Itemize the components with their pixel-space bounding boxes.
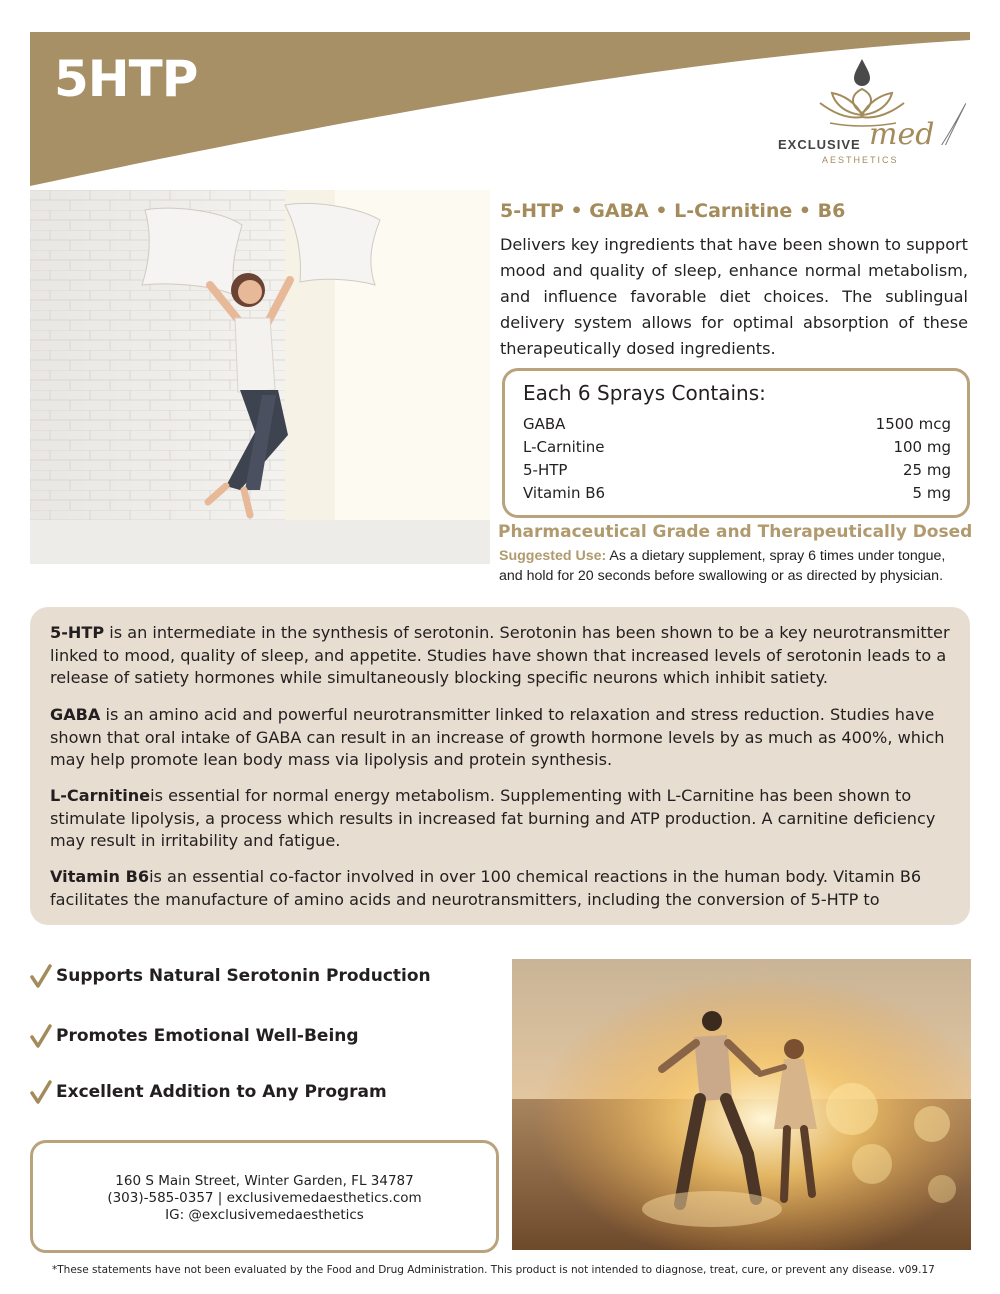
ingredients-headline: 5-HTP • GABA • L-Carnitine • B6 xyxy=(500,200,846,222)
info-paragraph xyxy=(50,622,955,690)
benefit-item xyxy=(30,964,431,988)
grade-line: Pharmaceutical Grade and Therapeutically Dosed xyxy=(498,522,973,542)
paragraph-term: L-Carnitine xyxy=(50,786,151,805)
info-paragraph xyxy=(50,866,955,911)
suggested-use xyxy=(499,546,969,586)
checkmark-icon xyxy=(30,1080,52,1104)
contact-box xyxy=(30,1140,499,1253)
suggested-use-text: As a dietary supplement, spray 6 times under tongue, and hold for 20 seconds before swallowing or as directed by physician. xyxy=(499,548,946,584)
logo-word: EXCLUSIVE xyxy=(778,137,861,152)
contact-phone-web[interactable]: (303)-585-0357 | exclusivemedaesthetics.com xyxy=(107,1190,422,1206)
ingredient-name: Vitamin B6 xyxy=(523,484,606,502)
ingredient-amount: 100 mg xyxy=(893,438,951,456)
hero-photo xyxy=(30,190,490,564)
brand-logo xyxy=(770,55,980,185)
suggested-use-label: Suggested Use: xyxy=(499,548,607,564)
contact-instagram[interactable]: IG: @exclusivemedaesthetics xyxy=(165,1207,364,1223)
beach-photo xyxy=(512,959,971,1250)
paragraph-term: 5-HTP xyxy=(50,623,105,642)
sprays-title: Each 6 Sprays Contains: xyxy=(523,381,766,405)
ingredient-name: L-Carnitine xyxy=(523,438,605,456)
paragraph-text: is an intermediate in the synthesis of serotonin. Serotonin has been shown to be a key neurotransmitter linked to mood, quality of sleep, and appetite. Studies have shown that increased levels of serotonin leads to a release of satiety hormones while simultaneously blocking specific neurons which inhibit satiety. xyxy=(50,623,950,687)
benefit-text: Excellent Addition to Any Program xyxy=(56,1082,387,1102)
checkmark-icon xyxy=(30,1024,52,1048)
sprays-row xyxy=(523,461,951,479)
contact-address: 160 S Main Street, Winter Garden, FL 34787 xyxy=(115,1173,414,1189)
ingredient-name: 5-HTP xyxy=(523,461,568,479)
benefit-item xyxy=(30,1080,387,1104)
sprays-row xyxy=(523,484,951,502)
benefit-text: Supports Natural Serotonin Production xyxy=(56,966,431,986)
sprays-contents-box xyxy=(502,368,970,518)
ingredient-amount: 25 mg xyxy=(903,461,951,479)
page-title: 5HTP xyxy=(54,50,198,108)
paragraph-text: is essential for normal energy metabolism. Supplementing with L-Carnitine has been shown to stimulate lipolysis, a process which results in increased fat burning and ATP production. A carnitine deficiency may result in irritability and fatigue. xyxy=(50,786,936,850)
sprays-row xyxy=(523,438,951,456)
checkmark-icon xyxy=(30,964,52,988)
logo-subtitle: AESTHETICS xyxy=(822,155,899,165)
intro-text: Delivers key ingredients that have been shown to support mood and quality of sleep, enhance normal metabolism, and influence favorable diet choices. The sublingual delivery system allows for optimal absorption of these therapeutically dosed ingredients. xyxy=(500,235,968,358)
paragraph-text: is an amino acid and powerful neurotransmitter linked to relaxation and stress reduction. Studies have shown that oral intake of GABA can result in an increase of growth hormone levels by as much as 400%, which may help promote lean body mass via lipolysis and protein synthesis. xyxy=(50,705,945,769)
sprays-row xyxy=(523,415,951,433)
info-paragraph xyxy=(50,704,955,772)
ingredient-amount: 1500 mcg xyxy=(875,415,951,433)
disclaimer: *These statements have not been evaluated by the Food and Drug Administration. This product is not intended to diagnose, treat, cure, or prevent any disease. v09.17 xyxy=(52,1264,935,1276)
logo-script: med xyxy=(869,117,935,152)
paragraph-text: is an essential co-factor involved in over 100 chemical reactions in the human body. Vitamin B6 facilitates the manufacture of amino acids and neurotransmitters, including the conversion of 5-HTP to xyxy=(50,867,922,909)
paragraph-term: GABA xyxy=(50,705,101,724)
ingredient-amount: 5 mg xyxy=(912,484,951,502)
benefit-item xyxy=(30,1024,359,1048)
paragraph-term: Vitamin B6 xyxy=(50,867,150,886)
ingredient-name: GABA xyxy=(523,415,566,433)
info-panel xyxy=(30,607,970,925)
info-paragraph xyxy=(50,785,955,853)
benefit-text: Promotes Emotional Well-Being xyxy=(56,1026,359,1046)
